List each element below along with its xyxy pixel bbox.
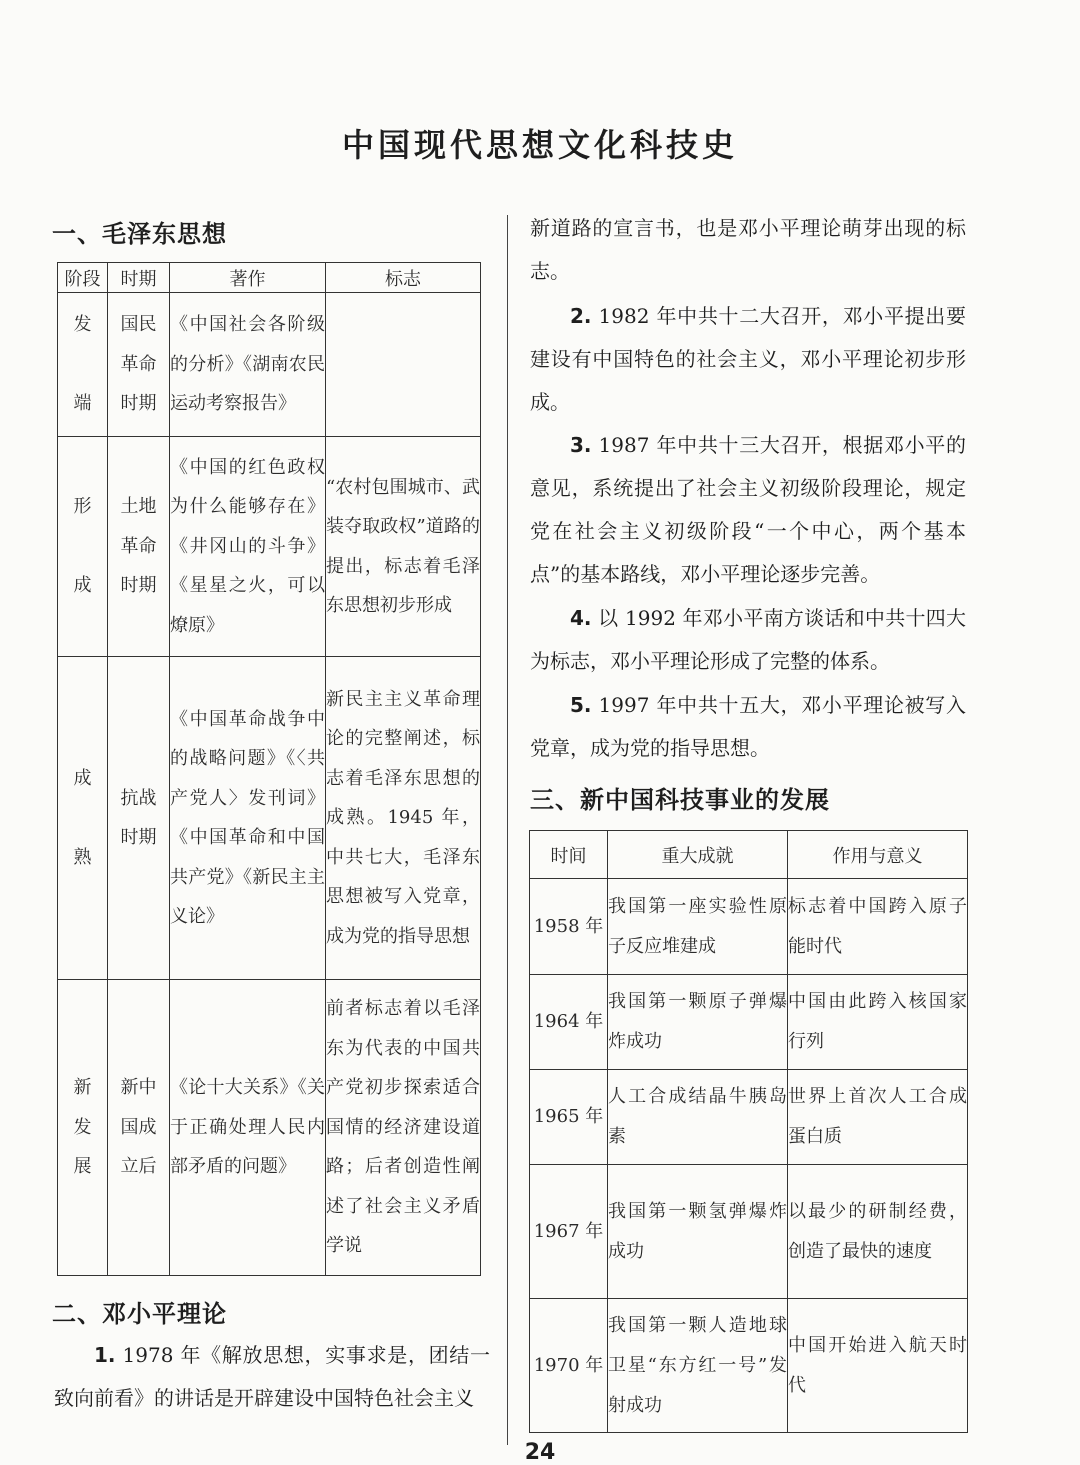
achievement-cell: 人工合成结晶牛胰岛素: [608, 1070, 788, 1165]
meaning-cell: 中国开始进入航天时代: [788, 1299, 968, 1433]
section-heading-science: 三、新中国科技事业的发展: [530, 786, 830, 814]
section-heading-mao: 一、毛泽东思想: [52, 220, 227, 248]
works-cell: 《中国社会各阶级的分析》《湖南农民运动考察报告》: [170, 293, 326, 437]
year-cell: 1970 年: [530, 1299, 608, 1433]
table-header-row: [58, 263, 481, 293]
meaning-cell: 标志着中国跨入原子能时代: [788, 879, 968, 975]
paragraph-4: [530, 597, 966, 683]
mao-thought-table: [57, 262, 481, 1276]
works-cell: 《中国的红色政权为什么能够存在》《井冈山的斗争》《星星之火，可以燎原》: [170, 437, 326, 657]
year-cell: 1958 年: [530, 879, 608, 975]
paragraph-1: [54, 1334, 490, 1420]
paragraph-number: 1.: [94, 1343, 116, 1367]
period-cell: 新中 国成 立后: [108, 980, 170, 1276]
paragraph-text: 1982 年中共十二大召开，邓小平提出要建设有中国特色的社会主义，邓小平理论初步形成。: [530, 304, 966, 414]
header-cell: 时期: [108, 263, 170, 293]
paragraph-number: 2.: [570, 304, 592, 328]
table-row: [58, 293, 481, 437]
table-row: [530, 1299, 968, 1433]
works-cell: 《论十大关系》《关于正确处理人民内部矛盾的问题》: [170, 980, 326, 1276]
table-row: [530, 1165, 968, 1299]
stage-cell: 形 成: [58, 437, 108, 657]
page-number: 24: [524, 1440, 556, 1465]
mark-cell: 新民主主义革命理论的完整阐述，标志着毛泽东思想的成熟。1945 年，中共七大，毛泽东思想被写入党章，成为党的指导思想: [326, 657, 481, 980]
paragraph-number: 4.: [570, 606, 592, 630]
paragraph-number: 5.: [570, 693, 592, 717]
meaning-cell: 世界上首次人工合成蛋白质: [788, 1070, 968, 1165]
mark-cell: [326, 293, 481, 437]
paragraph-2: [530, 295, 966, 424]
achievement-cell: 我国第一颗原子弹爆炸成功: [608, 975, 788, 1070]
meaning-cell: 以最少的研制经费，创造了最快的速度: [788, 1165, 968, 1299]
paragraph-1-continued: 新道路的宣言书，也是邓小平理论萌芽出现的标志。: [530, 216, 966, 283]
meaning-cell: 中国由此跨入核国家行列: [788, 975, 968, 1070]
period-cell: 抗战 时期: [108, 657, 170, 980]
achievement-cell: 我国第一座实验性原子反应堆建成: [608, 879, 788, 975]
paragraph-text: 1978 年《解放思想，实事求是，团结一致向前看》的讲话是开辟建设中国特色社会主义: [54, 1343, 490, 1410]
science-achievements-table: [529, 830, 968, 1433]
stage-cell: 成 熟: [58, 657, 108, 980]
paragraph-text: 1997 年中共十五大，邓小平理论被写入党章，成为党的指导思想。: [530, 693, 966, 760]
year-cell: 1964 年: [530, 975, 608, 1070]
header-cell: 重大成就: [608, 831, 788, 879]
year-cell: 1965 年: [530, 1070, 608, 1165]
paragraph-number: 3.: [570, 433, 592, 457]
header-cell: 作用与意义: [788, 831, 968, 879]
header-cell: 时间: [530, 831, 608, 879]
column-divider: [507, 215, 508, 1445]
table-header-row: [530, 831, 968, 879]
header-cell: 阶段: [58, 263, 108, 293]
paragraph-3: [530, 424, 966, 596]
achievement-cell: 我国第一颗氢弹爆炸成功: [608, 1165, 788, 1299]
table-row: [58, 980, 481, 1276]
table-row: [58, 437, 481, 657]
table-row: [530, 975, 968, 1070]
year-cell: 1967 年: [530, 1165, 608, 1299]
table-row: [58, 657, 481, 980]
header-cell: 著作: [170, 263, 326, 293]
paragraph-text: 以 1992 年邓小平南方谈话和中共十四大为标志，邓小平理论形成了完整的体系。: [530, 606, 966, 673]
table-row: [530, 1070, 968, 1165]
paragraph-text: 1987 年中共十三大召开，根据邓小平的意见，系统提出了社会主义初级阶段理论，规定党在社会主义初级阶段“一个中心，两个基本点”的基本路线，邓小平理论逐步完善。: [530, 433, 966, 586]
achievement-cell: 我国第一颗人造地球卫星“东方红一号”发射成功: [608, 1299, 788, 1433]
page-title: 中国现代思想文化科技史: [341, 126, 738, 164]
period-cell: 国民 革命 时期: [108, 293, 170, 437]
header-cell: 标志: [326, 263, 481, 293]
table-row: [530, 879, 968, 975]
stage-cell: 发 端: [58, 293, 108, 437]
section-heading-deng: 二、邓小平理论: [52, 1300, 227, 1328]
period-cell: 土地 革命 时期: [108, 437, 170, 657]
stage-cell: 新 发 展: [58, 980, 108, 1276]
works-cell: 《中国革命战争中的战略问题》《〈共产党人〉发刊词》《中国革命和中国共产党》《新民主主义论》: [170, 657, 326, 980]
mark-cell: 前者标志着以毛泽东为代表的中国共产党初步探索适合国情的经济建设道路；后者创造性阐述了社会主义矛盾学说: [326, 980, 481, 1276]
paragraph-5: [530, 684, 966, 770]
mark-cell: “农村包围城市、武装夺取政权”道路的提出，标志着毛泽东思想初步形成: [326, 437, 481, 657]
